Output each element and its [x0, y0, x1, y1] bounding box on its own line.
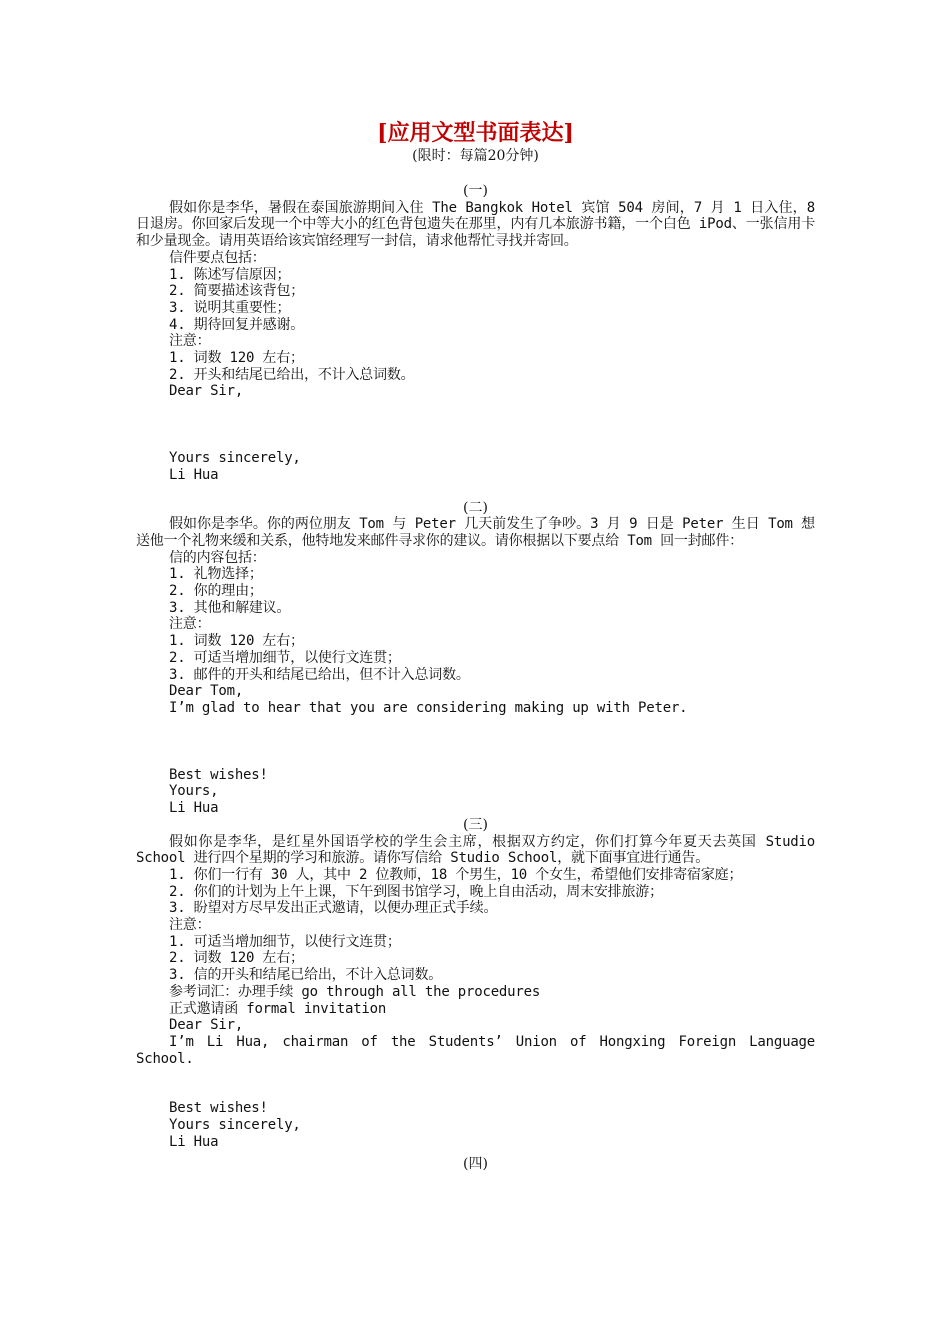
- note-item: 2. 词数 120 左右；: [169, 950, 304, 967]
- section-heading: (二): [463, 499, 488, 516]
- letter-closing: Yours,: [169, 783, 219, 800]
- letter-salutation: Dear Tom,: [169, 683, 244, 700]
- points-label: 信的内容包括：: [169, 549, 266, 566]
- section-4: [136, 1156, 815, 1173]
- letter-signature: Li Hua: [169, 800, 219, 817]
- section-1: [136, 183, 815, 500]
- note-item: 3. 信的开头和结尾已给出，不计入总词数。: [169, 967, 443, 984]
- letter-opening: I’m glad to hear that you are considering making up with Peter.: [169, 699, 688, 716]
- vocab-line: 正式邀请函 formal invitation: [169, 1000, 387, 1017]
- point-item: 3. 说明其重要性；: [169, 299, 291, 316]
- letter-signature: Li Hua: [169, 466, 219, 483]
- notes-label: 注意：: [169, 616, 211, 633]
- notes-label: 注意：: [169, 917, 211, 934]
- letter-closing: Yours sincerely,: [169, 450, 301, 467]
- letter-closing: Best wishes!: [169, 1100, 268, 1117]
- letter-salutation: Dear Sir,: [169, 383, 244, 400]
- point-item: 3. 盼望对方尽早发出正式邀请，以便办理正式手续。: [169, 900, 498, 917]
- points-label: 信件要点包括：: [169, 249, 266, 266]
- section-prompt: 假如你是李华，暑假在泰国旅游期间入住 The Bangkok Hotel 宾馆 504 房间，7 月 1 日入住，8 日退房。你回家后发现一个中等大小的红色背包遗失在那里，内有几本旅游书籍，一个白色 iPod、一张信用卡和少量现金。请用英语给该宾馆经理写一封信，请求他帮忙寻找并寄回。: [136, 199, 815, 250]
- time-limit: (限时：每篇20分钟): [412, 148, 539, 164]
- letter-closing: Yours sincerely,: [169, 1117, 301, 1134]
- vocab-line: 参考词汇：办理手续 go through all the procedures: [169, 983, 541, 1000]
- note-item: 1. 词数 120 左右；: [169, 633, 304, 650]
- note-item: 1. 可适当增加细节，以使行文连贯；: [169, 933, 401, 950]
- point-item: 2. 你们的计划为上午上课，下午到图书馆学习，晚上自由活动，周末安排旅游；: [169, 883, 663, 900]
- writing-space: [136, 400, 815, 450]
- section-prompt: 假如你是李华。你的两位朋友 Tom 与 Peter 几天前发生了争吵。3 月 9 日是 Peter 生日 Tom 想送他一个礼物来缓和关系，他特地发来邮件寻求你的建议。请你根据以下要点给 Tom 回一封邮件：: [136, 516, 815, 549]
- section-2: [136, 500, 815, 817]
- letter-signature: Li Hua: [169, 1133, 219, 1150]
- point-item: 1. 你们一行有 30 人，其中 2 位教师，18 个男生，10 个女生，希望他们安排寄宿家庭；: [169, 866, 743, 883]
- note-item: 2. 开头和结尾已给出，不计入总词数。: [169, 366, 415, 383]
- letter-closing: Best wishes!: [169, 766, 268, 783]
- notes-label: 注意：: [169, 333, 211, 350]
- point-item: 2. 你的理由；: [169, 583, 263, 600]
- point-item: 2. 简要描述该背包；: [169, 283, 305, 300]
- point-item: 1. 礼物选择；: [169, 566, 263, 583]
- letter-salutation: Dear Sir,: [169, 1017, 244, 1034]
- section-heading: (一): [463, 183, 488, 199]
- point-item: 3. 其他和解建议。: [169, 599, 291, 616]
- letter-opening: I’m Li Hua, chairman of the Students’ Union of Hongxing Foreign Language School.: [136, 1033, 815, 1067]
- document-page: [136, 118, 815, 1173]
- section-heading: (三): [463, 816, 488, 833]
- section-prompt: 假如你是李华，是红星外国语学校的学生会主席，根据双方约定，你们打算今年夏天去英国 Studio School 进行四个星期的学习和旅游。请你写信给 Studio School，就下面事宜进行通告。: [136, 833, 815, 867]
- point-item: 1. 陈述写信原因；: [169, 266, 291, 283]
- section-heading: (四): [463, 1156, 488, 1173]
- section-3: [136, 817, 815, 1157]
- note-item: 1. 词数 120 左右；: [169, 350, 304, 367]
- note-item: 2. 可适当增加细节，以使行文连贯；: [169, 649, 401, 666]
- page-title: [应用文型书面表达]: [377, 120, 574, 146]
- writing-space: [136, 717, 815, 767]
- point-item: 4. 期待回复并感谢。: [169, 316, 305, 333]
- writing-space: [136, 1067, 815, 1100]
- note-item: 3. 邮件的开头和结尾已给出，但不计入总词数。: [169, 666, 470, 683]
